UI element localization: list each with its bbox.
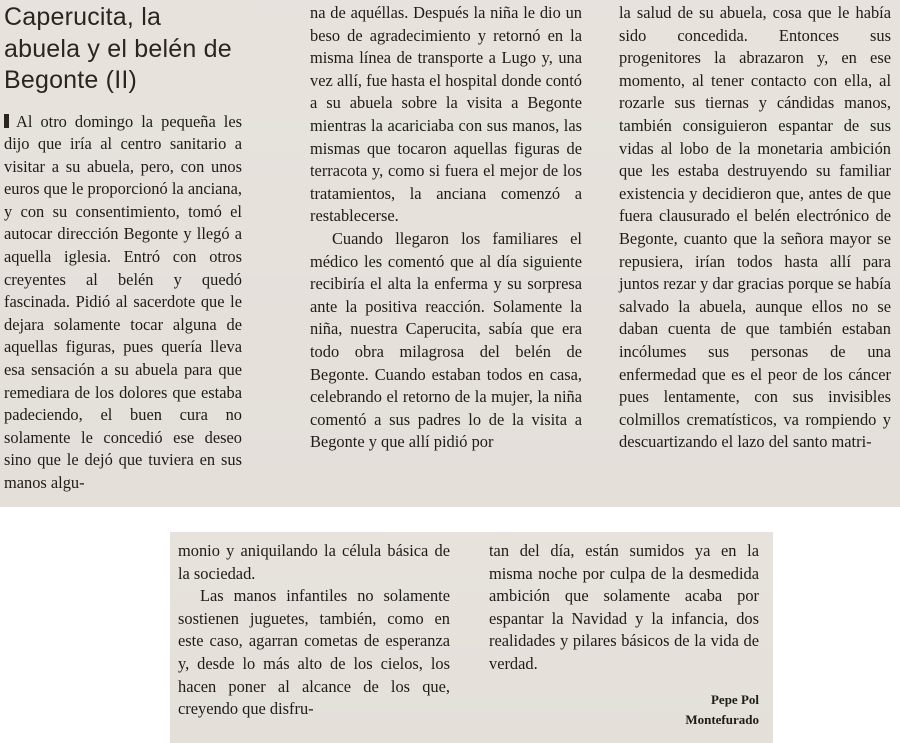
column-1 — [4, 2, 242, 495]
column-3 — [619, 2, 891, 454]
column-2 — [310, 2, 582, 454]
article-title: Caperucita, la abuela y el belén de Begonte (II) — [4, 3, 232, 94]
column-5-text: tan del día, están sumidos ya en la misma noche por culpa de la desmedida ambición que solamente acaba por espantar la Navidad y la infancia, dos realidades y pilares básicos de la vida de verdad. — [489, 541, 759, 673]
author-signature — [489, 690, 759, 730]
column-4-paragraph-2: Las manos infantiles no solamente sostienen juguetes, también, como en este caso, agarran cometas de esperanza y, desde lo más alto de los cielos, los hacen poner al alcance de los que, creyendo que disfru- — [178, 586, 450, 719]
column-2-paragraph-1: na de aquéllas. Después la niña le dio un beso de agradecimiento y retornó en la misma línea de transporte a Lugo y, una vez allí, fue hasta el hospital donde contó a su abuela sobre la visita a Begonte mientras la acariciaba con sus manos, las mismas que tocaron aquellas figuras de terracota y, como si fuera el mejor de los tratamientos, la anciana comenzó a restablecerse. — [310, 3, 582, 226]
author-place: Montefurado — [685, 711, 759, 727]
column-4-paragraph-1: monio y aniquilando la célula básica de la sociedad. — [178, 541, 450, 583]
author-name: Pepe Pol — [710, 691, 759, 707]
paragraph-mark-icon — [4, 114, 9, 128]
column-3-text: la salud de su abuela, cosa que le había sido concedida. Entonces sus progenitores la abrazaron y, en ese momento, al tener contacto con ella, al rozarle sus tiernas y cándidas manos, también consiguieron espantar de sus vidas al lobo de la monetaria ambición que les estaba destruyendo su familiar existencia y decidieron que, antes de que fuera clausurado el belén electrónico de Begonte, cuanto que la señora mayor se repusiera, irían todos hasta allí para juntos rezar y dar gracias porque se había salvado la abuela, aunque ellos no se daban cuenta de que también estaban incólumes sus personas de una enfermedad que es el peor de los cáncer pues lentamente, con sus invisibles colmillos crematísticos, va rompiendo y descuartizando el lazo del santo matri- — [619, 3, 891, 452]
paragraph-1 — [4, 111, 242, 495]
column-4 — [178, 540, 450, 721]
column-1-text: Al otro domingo la pequeña les dijo que iría al centro sanitario a visitar a su abuela, pero, con unos euros que le proporcionó la anciana, y con su consentimiento, tomó el autocar dirección Begonte y llegó a aquella iglesia. Entró con otros creyentes al belén y quedó fascinada. Pidió al sacerdote que le dejara solamente tocar alguna de aquellas figuras, pues quería lleva esa sensación a su abuela para que remediara de los dolores que estaba padeciendo, el buen cura no solamente le concedió ese deseo sino que le dejó que tuviera en sus manos algu- — [4, 111, 242, 492]
column-2-paragraph-2: Cuando llegaron los familiares el médico les comentó que al día siguiente recibiría el alta la enferma y su sorpresa ante la positiva reacción. Solamente la niña, nuestra Caperucita, sabía que era todo obra milagrosa del belén de Begonte. Cuando estaban todos en casa, celebrando el retorno de la mujer, la niña comentó a sus padres lo de la visita a Begonte y que allí pidió por — [310, 228, 582, 452]
column-5 — [489, 540, 759, 730]
